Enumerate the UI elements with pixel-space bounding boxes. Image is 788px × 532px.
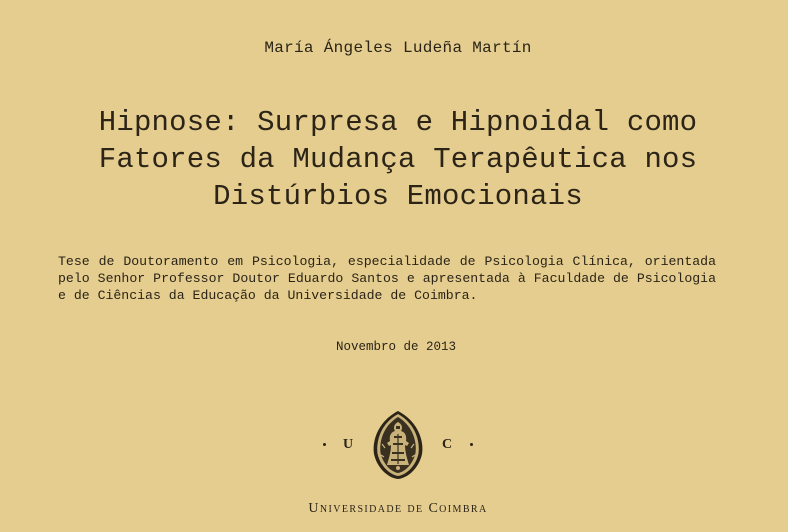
title-line-3: Distúrbios Emocionais [213,180,583,213]
left-outer-dot [323,443,326,446]
seal-letter-u: U [343,437,354,452]
right-outer-dot [470,443,473,446]
thesis-description: Tese de Doutoramento em Psicologia, especialidade de Psicologia Clínica, orientada pelo Senhor Professor Doutor Eduardo Santos e apresentada à Faculdade de Psicologia e de Ciências da Educação da Universidade de Coimbra. [58,254,716,303]
university-emblem [0,408,788,484]
university-name: Universidade de Coimbra [308,501,488,516]
university-seal-icon [372,410,424,480]
title-line-1: Hipnose: Surpresa e Hipnoidal como [98,106,698,139]
title-line-2: Fatores da Mudança Terapêutica nos [98,143,698,176]
publication-date: Novembro de 2013 [335,340,457,354]
author-name: María Ángeles Ludeña Martín [264,39,532,57]
thesis-title [40,104,756,215]
seal-letter-c: C [442,437,453,452]
